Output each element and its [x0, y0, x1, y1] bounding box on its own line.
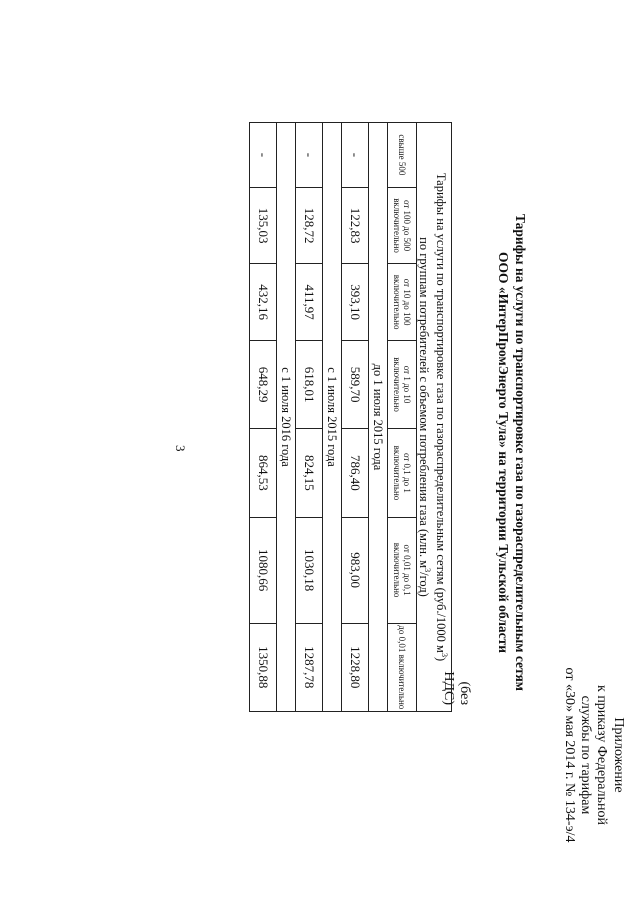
table-cell: 983,00 — [341, 517, 368, 623]
appendix-line-4: от «30» мая 2014 г. № 134-э/4 — [562, 667, 577, 843]
table-cell: 589,70 — [341, 340, 368, 428]
table-cell: 786,40 — [341, 429, 368, 517]
column-header-row — [387, 123, 416, 712]
table-cell: 1287,78 — [295, 623, 322, 711]
appendix-line-2: к приказу Федеральной — [594, 685, 609, 825]
tariff-table — [249, 122, 452, 712]
table-cell: 618,01 — [295, 340, 322, 428]
table-cell: 411,97 — [295, 264, 322, 341]
page-number: 3 — [173, 445, 188, 452]
vat-note: (без НДС) — [441, 671, 472, 705]
table-cell: 864,53 — [249, 429, 276, 517]
table-cell: 1030,18 — [295, 517, 322, 623]
table-cell: 824,15 — [295, 429, 322, 517]
header-a-superscript: 3 — [440, 652, 449, 657]
tariff-table-wrapper — [255, 122, 452, 712]
period-label: с 1 июля 2016 года — [276, 123, 295, 712]
period-label: до 1 июля 2015 года — [368, 123, 387, 712]
header-line-a: Тарифы на услуги по транспортировке газа по газораспределительным сетям (руб./1000 м — [433, 172, 448, 653]
table-row — [341, 123, 368, 712]
header-b-superscript: 3 — [422, 568, 432, 573]
table-cell: 1350,88 — [249, 623, 276, 711]
table-cell: - — [341, 123, 368, 188]
table-row — [249, 123, 276, 712]
table-main-header — [416, 123, 451, 712]
document-title-line-1: Тарифы на услуги по транспортировке газа по газораспределительным сетям — [513, 214, 528, 691]
table-cell: 128,72 — [295, 187, 322, 264]
column-header: от 100 до 500 включительно — [387, 187, 416, 264]
table-cell: 122,83 — [341, 187, 368, 264]
document-title-line-2: ООО «ИнтерПромЭнерго Тула» на территории Тульской области — [496, 251, 511, 654]
table-cell: 648,29 — [249, 340, 276, 428]
column-header: от 10 до 100 включительно — [387, 264, 416, 341]
column-header: от 0,1 до 1 включительно — [387, 429, 416, 517]
header-line-b: по группам потребителей с объемом потребления газа (млн. м — [416, 237, 431, 569]
table-cell: 135,03 — [249, 187, 276, 264]
table-cell: 1228,80 — [341, 623, 368, 711]
table-cell: 393,10 — [341, 264, 368, 341]
appendix-line-3: службы по тарифам — [578, 695, 593, 815]
period-label: с 1 июля 2015 года — [322, 123, 341, 712]
appendix-line-1: Приложение — [611, 717, 626, 793]
column-header: свыше 500 — [387, 123, 416, 188]
table-cell: 1080,66 — [249, 517, 276, 623]
table-cell: - — [249, 123, 276, 188]
column-header: до 0,01 включительно — [387, 623, 416, 711]
table-cell: - — [295, 123, 322, 188]
table-cell: 432,16 — [249, 264, 276, 341]
column-header: от 1 до 10 включительно — [387, 340, 416, 428]
header-b-end: /год) — [416, 572, 431, 597]
header-a-end: ) — [433, 656, 448, 662]
column-header: от 0,01 до 0,1 включительно — [387, 517, 416, 623]
table-row — [295, 123, 322, 712]
